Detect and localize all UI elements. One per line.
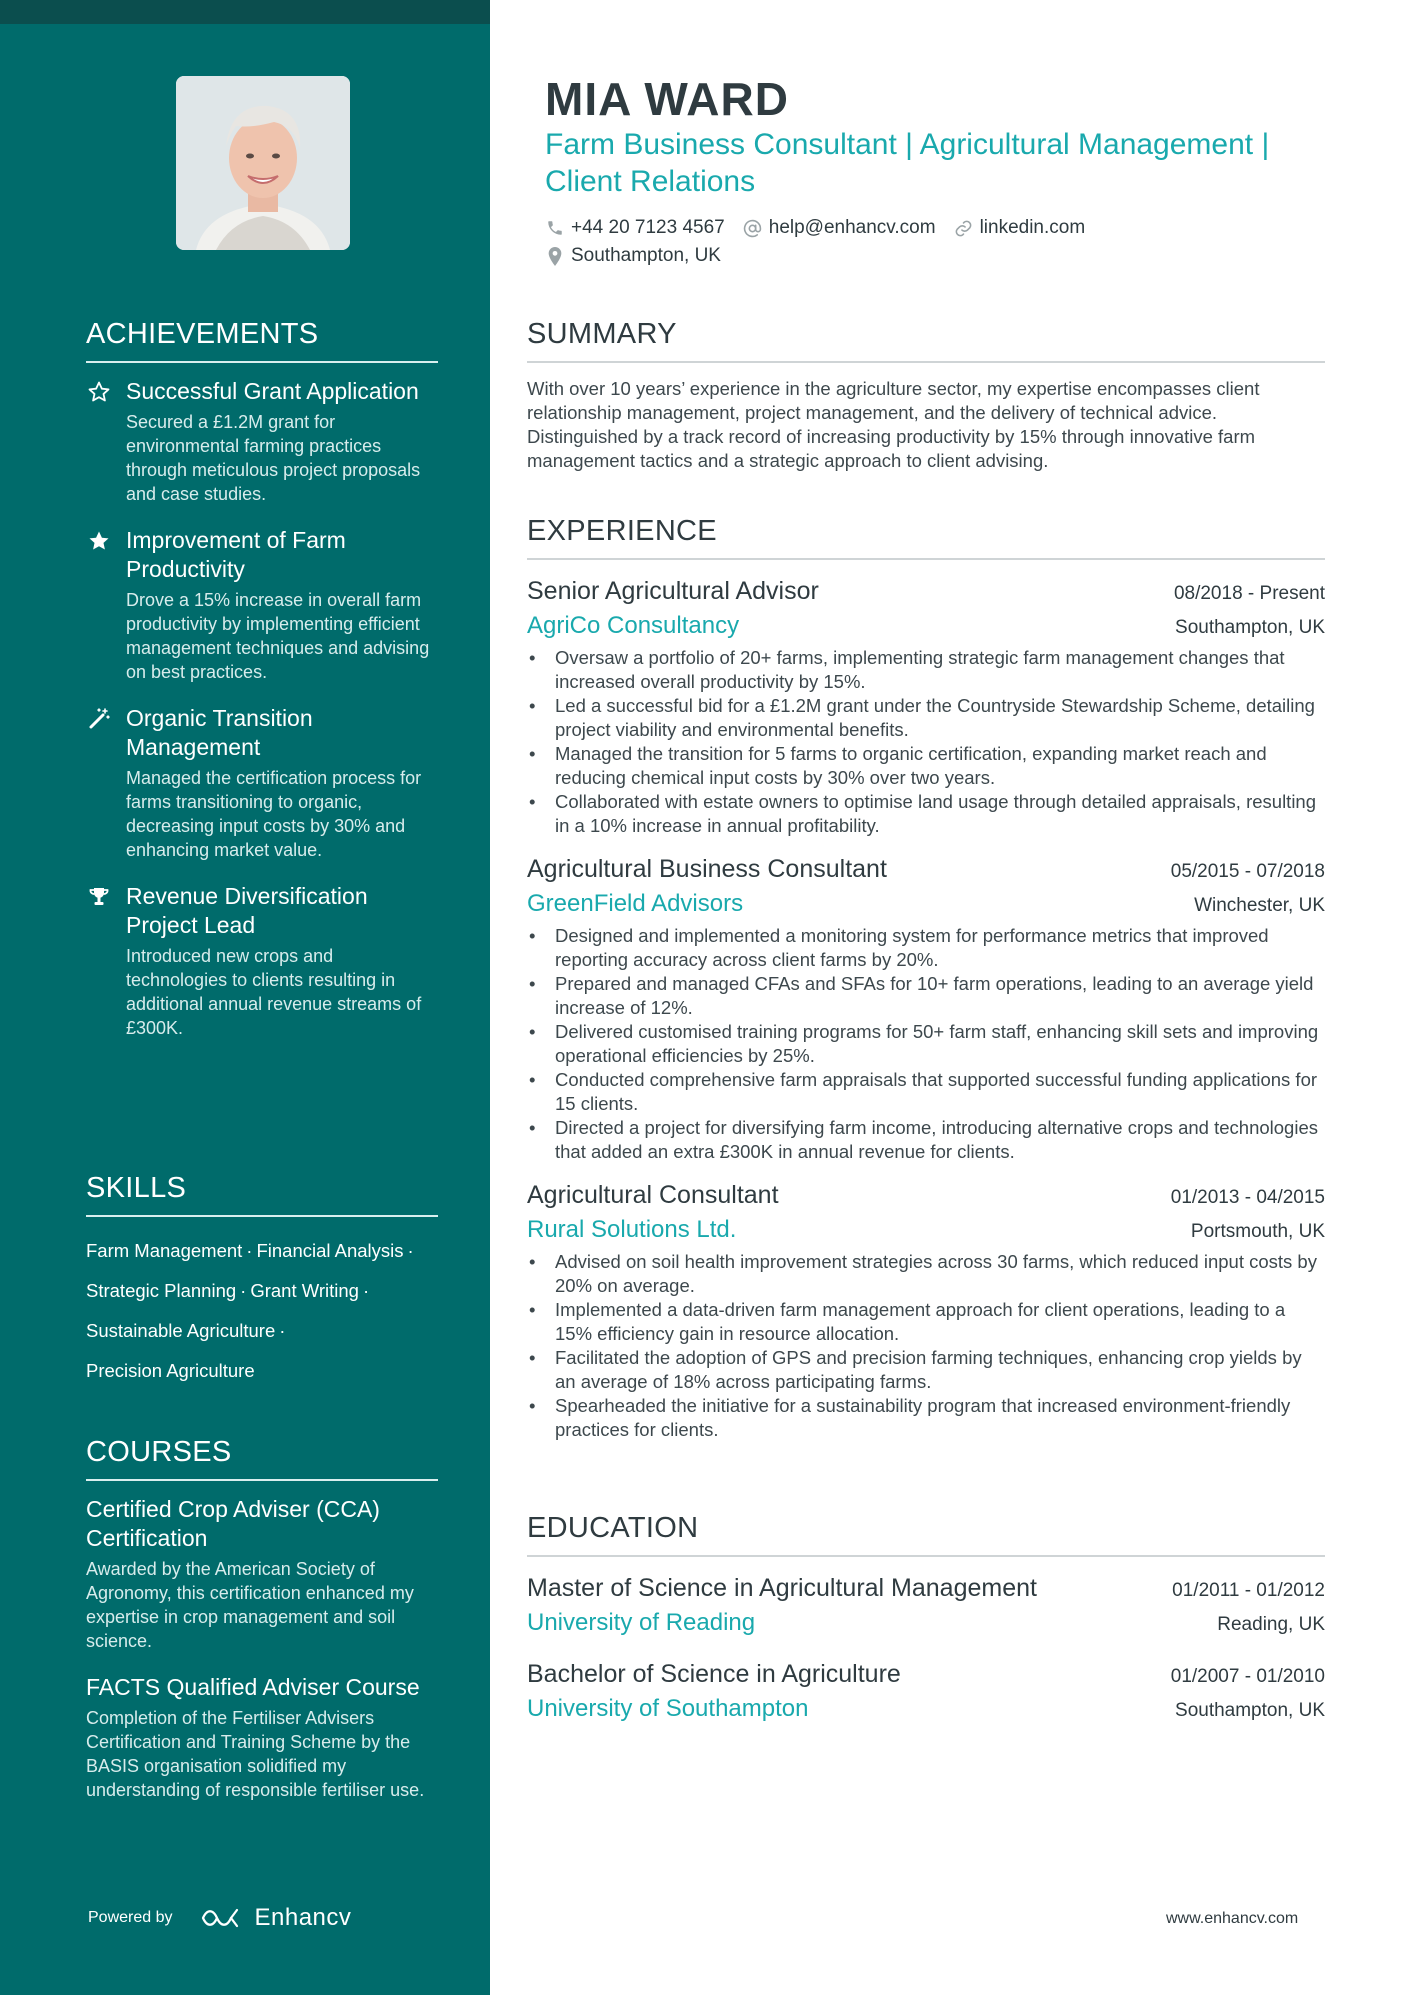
course-description: Completion of the Fertiliser Advisers Certification and Training Scheme by the BASIS organisation solidified my understanding of responsible fertiliser use.: [86, 1708, 425, 1800]
skill-item: Farm Management: [86, 1240, 243, 1261]
achievements-section: [86, 318, 438, 1060]
location-pin-icon: [545, 246, 565, 266]
link-icon: [954, 218, 974, 238]
achievement-item: [86, 526, 438, 684]
education-section: [527, 1512, 1325, 1743]
achievement-description: Introduced new crops and technologies to clients resulting in additional annual revenue streams of £300K.: [126, 946, 422, 1038]
powered-by-label: Powered by: [88, 1909, 173, 1926]
achievement-title: Successful Grant Application: [126, 378, 419, 404]
candidate-headline: Farm Business Consultant | Agricultural Management | Client Relations: [545, 128, 1270, 198]
contact-linkedin[interactable]: [954, 217, 1086, 239]
job-date: 01/2013 - 04/2015: [1170, 1187, 1325, 1208]
skill-item: Grant Writing: [250, 1280, 359, 1301]
course-title: Certified Crop Adviser (CCA) Certification: [86, 1496, 380, 1551]
skill-item: Strategic Planning: [86, 1280, 237, 1301]
skills-title: SKILLS: [86, 1172, 438, 1217]
courses-title: COURSES: [86, 1436, 438, 1481]
job-bullet: • Spearheaded the initiative for a sustainability program that increased environment-friendly practices for clients.: [527, 1394, 1325, 1442]
job-date: 08/2018 - Present: [1173, 583, 1325, 604]
courses-section: [86, 1436, 438, 1822]
achievement-title: Organic Transition Management: [126, 705, 313, 760]
education-entry: [527, 1657, 1325, 1727]
achievement-description: Drove a 15% increase in overall farm productivity by implementing efficient management techniques and advising on best practices.: [126, 590, 430, 682]
job-bullet: • Managed the transition for 5 farms to organic certification, expanding market reach and reducing chemical input costs by 30% over two years.: [527, 742, 1325, 790]
job-bullet: • Directed a project for diversifying farm income, introducing alternative crops and technologies that added an extra £300K in annual revenue for clients.: [527, 1116, 1325, 1164]
star-filled-icon: [86, 528, 112, 554]
job-title: Senior Agricultural Advisor: [527, 577, 819, 605]
job-entry: [527, 574, 1325, 838]
job-bullets: [527, 1250, 1325, 1442]
magic-wand-icon: [86, 706, 112, 732]
summary-section: [527, 318, 1325, 473]
contact-phone[interactable]: [545, 217, 725, 239]
company-name: Rural Solutions Ltd.: [527, 1216, 737, 1243]
course-description: Awarded by the American Society of Agronomy, this certification enhanced my expertise in crop management and soil science.: [86, 1559, 414, 1651]
brand-logo[interactable]: [199, 1904, 352, 1932]
company-name: GreenField Advisors: [527, 890, 744, 917]
achievement-item: [86, 882, 438, 1040]
job-bullets: [527, 924, 1325, 1164]
contact-location: [545, 245, 721, 267]
job-bullet: • Designed and implemented a monitoring system for performance metrics that improved reporting accuracy across client farms by 20%.: [527, 924, 1325, 972]
sidebar: [0, 0, 490, 1995]
contact-email[interactable]: [743, 217, 936, 239]
footer-url[interactable]: www.enhancv.com: [1166, 1910, 1299, 1927]
candidate-name: MIA WARD: [545, 73, 789, 125]
achievement-description: Managed the certification process for farms transitioning to organic, decreasing input costs by 30% and enhancing market value.: [126, 768, 422, 860]
education-entry: [527, 1571, 1325, 1641]
job-bullet: • Oversaw a portfolio of 20+ farms, implementing strategic farm management changes that increased overall productivity by 15%.: [527, 646, 1325, 694]
skill-item: Financial Analysis: [256, 1240, 404, 1261]
job-title: Agricultural Consultant: [527, 1181, 779, 1209]
at-sign-icon: [743, 218, 763, 238]
phone-text: +44 20 7123 4567: [571, 217, 725, 238]
experience-section: [527, 515, 1325, 1456]
job-location: Southampton, UK: [1175, 617, 1325, 638]
job-location: Winchester, UK: [1194, 895, 1325, 916]
job-bullet: • Implemented a data-driven farm management approach for client operations, leading to a 15% efficiency gain in resource allocation.: [527, 1298, 1325, 1346]
degree-name: Bachelor of Science in Agriculture: [527, 1660, 901, 1688]
sidebar-top-bar: [0, 0, 490, 24]
job-bullet: • Collaborated with estate owners to optimise land usage through detailed appraisals, resulting in a 10% increase in annual profitability.: [527, 790, 1325, 838]
education-date: 01/2011 - 01/2012: [1172, 1580, 1325, 1601]
achievement-description: Secured a £1.2M grant for environmental farming practices through meticulous project proposals and case studies.: [126, 412, 421, 504]
brand-name: Enhancv: [254, 1904, 352, 1931]
avatar-portrait-icon: [176, 76, 350, 250]
job-date: 05/2015 - 07/2018: [1170, 861, 1325, 882]
education-date: 01/2007 - 01/2010: [1170, 1666, 1325, 1687]
skill-item: Precision Agriculture: [86, 1360, 255, 1381]
job-entry: [527, 852, 1325, 1164]
job-entry: [527, 1178, 1325, 1442]
star-outline-icon: [86, 379, 112, 405]
experience-title: EXPERIENCE: [527, 515, 1325, 560]
achievement-item: [86, 704, 438, 862]
job-bullet: • Advised on soil health improvement strategies across 30 farms, which reduced input costs by 20% on average.: [527, 1250, 1325, 1298]
phone-icon: [545, 218, 565, 238]
powered-by: [88, 1904, 351, 1932]
job-location: Portsmouth, UK: [1190, 1221, 1325, 1242]
contact-info: [545, 214, 1325, 270]
education-title: EDUCATION: [527, 1512, 1325, 1557]
degree-name: Master of Science in Agricultural Management: [527, 1574, 1037, 1602]
education-location: Reading, UK: [1217, 1614, 1325, 1635]
job-bullets: [527, 646, 1325, 838]
job-bullet: • Prepared and managed CFAs and SFAs for 10+ farm operations, leading to an average yield increase of 12%.: [527, 972, 1325, 1020]
skill-item: Sustainable Agriculture: [86, 1320, 276, 1341]
email-text: help@enhancv.com: [768, 217, 936, 238]
course-title: FACTS Qualified Adviser Course: [86, 1674, 420, 1700]
linkedin-text: linkedin.com: [979, 217, 1086, 238]
skills-list: Farm Management · Financial Analysis · Strategic Planning · Grant Writing · Sustainable Agriculture · Precision Agriculture: [86, 1240, 414, 1381]
location-text: Southampton, UK: [571, 245, 721, 266]
avatar: [176, 76, 350, 250]
summary-title: SUMMARY: [527, 318, 1325, 363]
job-title: Agricultural Business Consultant: [527, 855, 887, 883]
skills-section: [86, 1172, 438, 1391]
school-name: University of Reading: [527, 1609, 756, 1636]
enhancv-logo-icon: [199, 1906, 245, 1930]
education-location: Southampton, UK: [1175, 1700, 1325, 1721]
summary-text: With over 10 years’ experience in the agriculture sector, my expertise encompasses client relationship management, project management, and the delivery of technical advice. Distinguished by a track record of increasing productivity by 15% through innovative farm management tactics and a strategic approach to client advising.: [527, 378, 1260, 471]
job-bullet: • Led a successful bid for a £1.2M grant under the Countryside Stewardship Scheme, detailing project viability and environmental benefits.: [527, 694, 1325, 742]
achievement-title: Improvement of Farm Productivity: [126, 527, 346, 582]
company-name: AgriCo Consultancy: [527, 612, 740, 639]
course-item: [86, 1673, 438, 1802]
achievements-title: ACHIEVEMENTS: [86, 318, 438, 363]
job-bullet: • Facilitated the adoption of GPS and precision farming techniques, enhancing crop yields by an average of 18% across participating farms.: [527, 1346, 1325, 1394]
job-bullet: • Conducted comprehensive farm appraisals that supported successful funding applications for 15 clients.: [527, 1068, 1325, 1116]
achievement-item: [86, 377, 438, 506]
course-item: [86, 1495, 438, 1653]
achievement-title: Revenue Diversification Project Lead: [126, 883, 368, 938]
job-bullet: • Delivered customised training programs for 50+ farm staff, enhancing skill sets and improving operational efficiencies by 25%.: [527, 1020, 1325, 1068]
school-name: University of Southampton: [527, 1695, 809, 1722]
trophy-icon: [86, 884, 112, 910]
